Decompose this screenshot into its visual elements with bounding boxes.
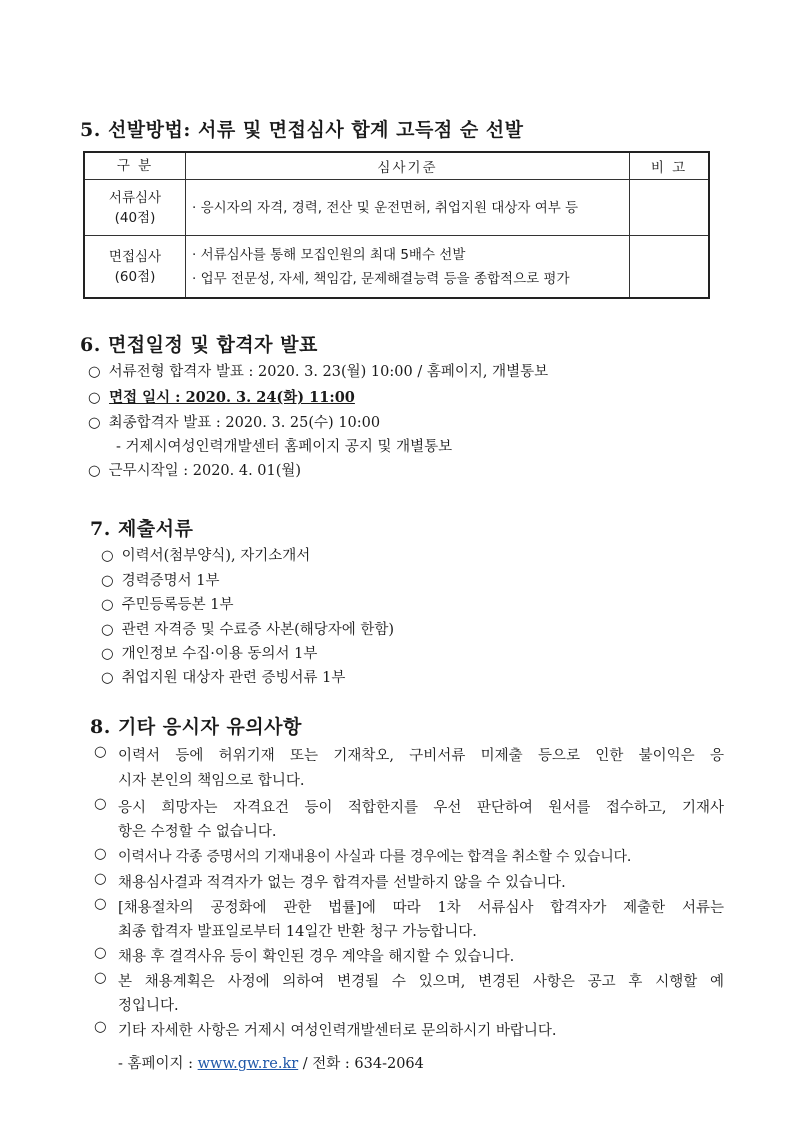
note-line: 기타 자세한 사항은 거제시 여성인력개발센터로 문의하시기 바랍니다. bbox=[118, 1023, 557, 1039]
header-note: 비 고 bbox=[630, 152, 710, 180]
list-item bbox=[101, 593, 234, 614]
list-item bbox=[88, 360, 548, 381]
item-text: 취업지원 대상자 관련 증빙서류 1부 bbox=[121, 670, 346, 686]
list-item bbox=[101, 666, 345, 687]
item-text: 근무시작일 : 2020. 4. 01(월) bbox=[108, 463, 302, 479]
criteria-line: · 업무 전문성, 자세, 책임감, 문제해결능력 등을 종합적으로 평가 bbox=[192, 270, 570, 287]
header-category: 구 분 bbox=[84, 152, 186, 180]
category-score: (40점) bbox=[114, 209, 156, 226]
row-category bbox=[84, 236, 186, 298]
item-text: 주민등록등본 1부 bbox=[121, 597, 234, 613]
row-category bbox=[84, 180, 186, 236]
row-criteria bbox=[186, 180, 630, 236]
circle-bullet-icon: ○ bbox=[88, 463, 101, 479]
circle-bullet-icon: ○ bbox=[88, 389, 101, 406]
circle-bullet-icon: ○ bbox=[94, 945, 107, 961]
contact-line bbox=[118, 1052, 424, 1073]
item-text: 서류전형 합격자 발표 : 2020. 3. 23(월) 10:00 / 홈페이지, 개별통보 bbox=[108, 364, 549, 380]
list-item bbox=[88, 459, 301, 480]
circle-bullet-icon: ○ bbox=[101, 622, 114, 638]
criteria-line: · 서류심사를 통해 모집인원의 최대 5배수 선발 bbox=[192, 246, 466, 263]
list-item bbox=[88, 386, 355, 407]
row-criteria bbox=[186, 236, 630, 298]
homepage-link[interactable]: www.gw.re.kr bbox=[197, 1056, 299, 1072]
list-item bbox=[101, 618, 394, 639]
phone-text: / 전화 : 634-2064 bbox=[302, 1056, 424, 1072]
table-header-row bbox=[84, 152, 709, 180]
circle-bullet-icon: ○ bbox=[101, 670, 114, 686]
sub-item: - 거제시여성인력개발센터 홈페이지 공지 및 개별통보 bbox=[116, 439, 453, 455]
circle-bullet-icon: ○ bbox=[94, 970, 107, 986]
circle-bullet-icon: ○ bbox=[101, 597, 114, 613]
circle-bullet-icon: ○ bbox=[88, 364, 101, 380]
criteria-table bbox=[83, 151, 710, 299]
category-label: 면접심사 bbox=[108, 248, 162, 265]
note-line: [채용절차의 공정화에 관한 법률]에 따라 1차 서류심사 합격자가 제출한 서류는 bbox=[118, 900, 724, 916]
row-note bbox=[630, 180, 710, 236]
circle-bullet-icon: ○ bbox=[94, 796, 107, 812]
circle-bullet-icon: ○ bbox=[94, 744, 107, 760]
category-label: 서류심사 bbox=[108, 189, 162, 206]
item-text: 경력증명서 1부 bbox=[121, 573, 220, 589]
note-line: 이력서나 각종 증명서의 기재내용이 사실과 다를 경우에는 합격을 취소할 수 있습니다. bbox=[118, 849, 632, 865]
row-note bbox=[630, 236, 710, 298]
note-line: 정입니다. bbox=[118, 998, 179, 1014]
section-5-title: 5. 선발방법: 서류 및 면접심사 합계 고득점 순 선발 bbox=[80, 119, 524, 141]
item-text: 개인정보 수집·이용 동의서 1부 bbox=[121, 646, 318, 662]
circle-bullet-icon: ○ bbox=[101, 646, 114, 662]
circle-bullet-icon: ○ bbox=[94, 896, 107, 912]
item-text: 최종합격자 발표 : 2020. 3. 25(수) 10:00 bbox=[108, 415, 381, 431]
section-6-title: 6. 면접일정 및 합격자 발표 bbox=[80, 334, 318, 356]
circle-bullet-icon: ○ bbox=[94, 871, 107, 887]
header-criteria: 심사기준 bbox=[186, 152, 630, 180]
table-row bbox=[84, 180, 709, 236]
note-line: 본 채용계획은 사정에 의하여 변경될 수 있으며, 변경된 사항은 공고 후 시행할 예 bbox=[118, 974, 724, 990]
note-line: 최종 합격자 발표일로부터 14일간 반환 청구 가능합니다. bbox=[118, 924, 477, 940]
list-item bbox=[88, 411, 380, 432]
interview-date-text: 면접 일시 : 2020. 3. 24(화) 11:00 bbox=[109, 389, 355, 406]
criteria-line: · 응시자의 자격, 경력, 전산 및 운전면허, 취업지원 대상자 여부 등 bbox=[192, 199, 579, 216]
circle-bullet-icon: ○ bbox=[88, 415, 101, 431]
table-row bbox=[84, 236, 709, 298]
note-line: 항은 수정할 수 없습니다. bbox=[118, 824, 277, 840]
note-line: 시자 본인의 책임으로 합니다. bbox=[118, 773, 305, 789]
circle-bullet-icon: ○ bbox=[94, 846, 107, 862]
note-line: 이력서 등에 허위기재 또는 기재착오, 구비서류 미제출 등으로 인한 불이익은 응 bbox=[118, 748, 724, 764]
list-item bbox=[101, 642, 317, 663]
list-item bbox=[101, 544, 310, 565]
note-line: 채용심사결과 적격자가 없는 경우 합격자를 선발하지 않을 수 있습니다. bbox=[118, 875, 566, 891]
circle-bullet-icon: ○ bbox=[101, 573, 114, 589]
item-text: 관련 자격증 및 수료증 사본(해당자에 한함) bbox=[121, 622, 395, 638]
circle-bullet-icon: ○ bbox=[94, 1019, 107, 1035]
section-7-title: 7. 제출서류 bbox=[90, 518, 194, 540]
circle-bullet-icon: ○ bbox=[101, 548, 114, 564]
note-line: 응시 희망자는 자격요건 등이 적합한지를 우선 판단하여 원서를 접수하고, 기재사 bbox=[118, 800, 724, 816]
item-text: 이력서(첨부양식), 자기소개서 bbox=[121, 548, 311, 564]
category-score: (60점) bbox=[114, 268, 156, 285]
list-item bbox=[101, 569, 220, 590]
homepage-label: - 홈페이지 : bbox=[118, 1056, 194, 1072]
note-line: 채용 후 결격사유 등이 확인된 경우 계약을 해지할 수 있습니다. bbox=[118, 949, 515, 965]
section-8-title: 8. 기타 응시자 유의사항 bbox=[90, 716, 302, 738]
